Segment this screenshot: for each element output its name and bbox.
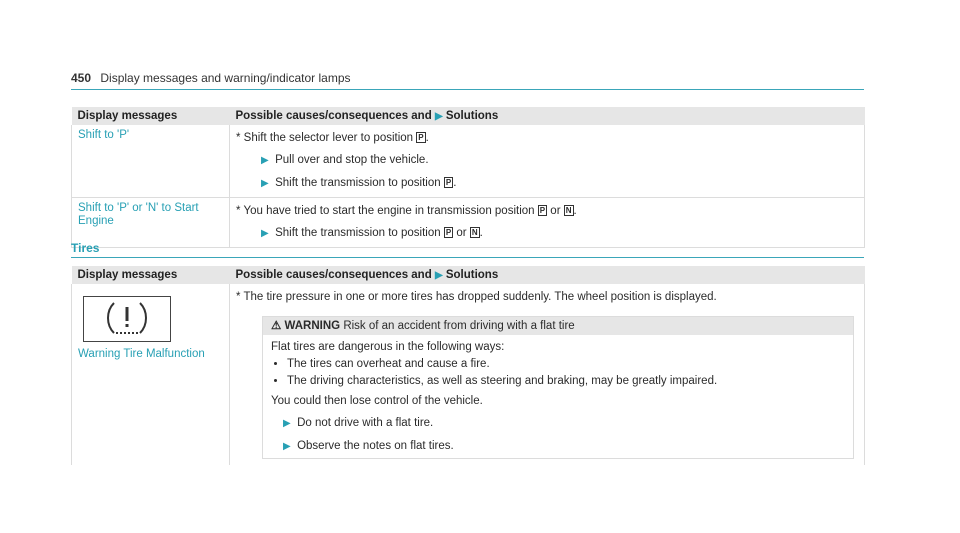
tire-pressure-warning-icon (83, 296, 171, 342)
display-message: Shift to 'P' (72, 125, 230, 198)
play-arrow-icon: ▶ (261, 155, 269, 166)
shift-messages-table (71, 107, 865, 248)
warning-header (263, 317, 853, 335)
or-label: or (550, 205, 561, 217)
or-label: or (456, 227, 467, 239)
gear-p-icon: P (445, 228, 452, 237)
solution-step (261, 153, 858, 168)
step-label: Observe the notes on flat tires. (297, 440, 454, 452)
causes-cell (230, 198, 865, 248)
display-message-cell (72, 284, 230, 465)
causes-cell (230, 125, 865, 198)
step-label: Shift the transmission to position (275, 227, 441, 239)
step-label: Shift the transmission to position (275, 177, 441, 189)
column-header-solutions-label: Solutions (445, 269, 499, 281)
display-message: Warning Tire Malfunction (78, 348, 205, 360)
page-header (71, 71, 351, 85)
solution-step (283, 439, 845, 454)
section-rule (71, 257, 864, 258)
list-item: • The tires can overheat and cause a fire. (287, 357, 845, 371)
gear-n-icon: N (565, 206, 572, 215)
causes-cell (230, 284, 865, 465)
solution-step: ▶ Shift the transmission to position P or N . (261, 227, 483, 239)
warning-intro: Flat tires are dangerous in the following ways: (271, 341, 505, 353)
page-header-title: Display messages and warning/indicator lamps (100, 71, 351, 85)
warning-body (263, 335, 853, 458)
play-arrow-icon: ▶ (434, 111, 443, 122)
play-arrow-icon: ▶ (283, 418, 291, 429)
column-header-display-messages: Display messages (72, 107, 230, 125)
solution-step (283, 416, 845, 431)
column-header-display-messages: Display messages (72, 266, 230, 284)
gear-p-icon: P (418, 133, 424, 142)
cause-label: * Shift the selector lever to position (236, 132, 414, 144)
table-row (72, 198, 865, 248)
warning-triangle-icon: ⚠ (271, 320, 282, 332)
tires-messages-table (71, 266, 865, 465)
gear-p-icon: P (539, 206, 546, 215)
table-row (72, 125, 865, 198)
play-arrow-icon: ▶ (434, 270, 443, 281)
warning-note: You could then lose control of the vehicle. (271, 395, 483, 407)
warning-box (262, 316, 854, 459)
warning-label: WARNING (284, 320, 341, 332)
column-header-causes-label: Possible causes/consequences and (235, 110, 432, 122)
cause-text: * You have tried to start the engine in transmission position P or N . (236, 205, 577, 217)
table-header-row (72, 107, 865, 125)
page-number: 450 (71, 71, 92, 85)
header-rule (71, 89, 864, 90)
section-title-tires: Tires (71, 241, 100, 255)
gear-p-icon: P (445, 178, 452, 187)
column-header-causes (230, 266, 865, 284)
display-message: Shift to 'P' or 'N' to Start Engine (72, 198, 230, 248)
cause-text: * Shift the selector lever to position P . (236, 132, 429, 144)
solution-step: ▶ Shift the transmission to position P . (261, 177, 457, 189)
column-header-solutions-label: Solutions (445, 110, 499, 122)
cause-label: * You have tried to start the engine in transmission position (236, 205, 535, 217)
cause-text: * The tire pressure in one or more tires has dropped suddenly. The wheel position is displayed. (236, 291, 717, 303)
warning-title: Risk of an accident from driving with a flat tire (343, 320, 575, 332)
step-label: Do not drive with a flat tire. (297, 417, 434, 429)
gear-n-icon: N (471, 228, 478, 237)
warning-bullets (271, 357, 845, 388)
column-header-causes-label: Possible causes/consequences and (235, 269, 432, 281)
step-label: Pull over and stop the vehicle. (275, 154, 429, 166)
play-arrow-icon: ▶ (261, 178, 269, 189)
table-header-row (72, 266, 865, 284)
list-item: • The driving characteristics, as well as steering and braking, may be greatly impaired. (287, 374, 845, 388)
play-arrow-icon: ▶ (261, 228, 269, 239)
column-header-causes (230, 107, 865, 125)
table-row (72, 284, 865, 465)
play-arrow-icon: ▶ (283, 441, 291, 452)
